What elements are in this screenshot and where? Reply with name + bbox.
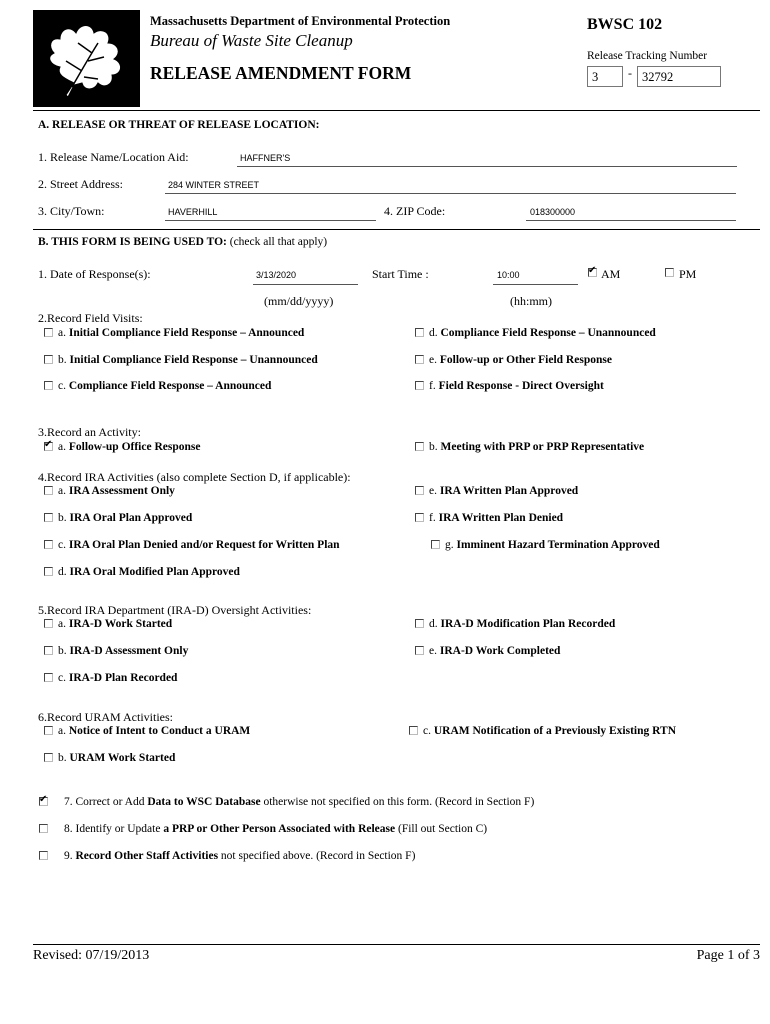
tracking-dash: -: [628, 66, 632, 80]
g5-a-checkbox[interactable]: [44, 619, 53, 628]
g5-b-label: b. IRA-D Assessment Only: [58, 645, 189, 657]
group5-title: 5.Record IRA Department (IRA-D) Oversight Activities:: [38, 603, 312, 617]
g2-a-label: a. Initial Compliance Field Response – Announced: [58, 327, 305, 339]
item8-checkbox[interactable]: [39, 824, 48, 833]
city-label: 3. City/Town:: [38, 204, 105, 218]
g4-b-checkbox[interactable]: [44, 513, 53, 522]
item9-checkbox[interactable]: [39, 851, 48, 860]
section-b-heading: [38, 236, 327, 248]
section-a-title: A. RELEASE OR THREAT OF RELEASE LOCATION:: [38, 119, 320, 131]
g2-f-label: f. Field Response - Direct Oversight: [429, 380, 604, 392]
group3-title: 3.Record an Activity:: [38, 425, 141, 439]
g2-b-checkbox[interactable]: [44, 355, 53, 364]
header-divider: [33, 110, 760, 111]
section-b-note: (check all that apply): [229, 236, 328, 248]
g2-c-label: c. Compliance Field Response – Announced: [58, 380, 272, 392]
street-underline: [165, 193, 736, 194]
section-b-title: B. THIS FORM IS BEING USED TO:: [38, 236, 227, 248]
g3-a-label: a. Follow-up Office Response: [58, 441, 201, 453]
g2-c-checkbox[interactable]: [44, 381, 53, 390]
group4-title: 4.Record IRA Activities (also complete Section D, if applicable):: [38, 470, 351, 484]
g6-b-checkbox[interactable]: [44, 753, 53, 762]
g6-b-label: b. URAM Work Started: [58, 752, 176, 764]
g4-d-label: d. IRA Oral Modified Plan Approved: [58, 566, 240, 578]
date-label: 1. Date of Response(s):: [38, 267, 151, 281]
g5-d-checkbox[interactable]: [415, 619, 424, 628]
g2-b-label: b. Initial Compliance Field Response – Unannounced: [58, 354, 318, 366]
tracking-label: Release Tracking Number: [587, 50, 708, 62]
g4-f-label: f. IRA Written Plan Denied: [429, 512, 564, 524]
group6-title: 6.Record URAM Activities:: [38, 710, 173, 724]
item8-label: 8. Identify or Update a PRP or Other Person Associated with Release (Fill out Section C): [64, 823, 488, 835]
am-label: AM: [601, 267, 621, 281]
g5-d-label: d. IRA-D Modification Plan Recorded: [429, 618, 616, 630]
tracking-prefix-field[interactable]: 3: [587, 66, 623, 87]
g2-d-label: d. Compliance Field Response – Unannounced: [429, 327, 656, 339]
form-code: BWSC 102: [587, 16, 663, 33]
street-field[interactable]: 284 WINTER STREET: [168, 180, 260, 190]
g2-e-checkbox[interactable]: [415, 355, 424, 364]
time-format-hint: (hh:mm): [510, 294, 552, 308]
g3-b-label: b. Meeting with PRP or PRP Representative: [429, 441, 645, 453]
g5-b-checkbox[interactable]: [44, 646, 53, 655]
item9-label: 9. Record Other Staff Activities not specified above. (Record in Section F): [64, 850, 416, 862]
page-number: Page 1 of 3: [696, 948, 760, 963]
g6-c-checkbox[interactable]: [409, 726, 418, 735]
g4-e-checkbox[interactable]: [415, 486, 424, 495]
g2-f-checkbox[interactable]: [415, 381, 424, 390]
city-underline: [165, 220, 376, 221]
start-time-underline: [493, 284, 578, 285]
start-time-label: Start Time :: [372, 267, 429, 281]
g4-g-label: g. Imminent Hazard Termination Approved: [445, 539, 660, 551]
item7-checkbox[interactable]: [39, 797, 48, 806]
g4-e-label: e. IRA Written Plan Approved: [429, 485, 579, 497]
g4-a-checkbox[interactable]: [44, 486, 53, 495]
item7-label: 7. Correct or Add Data to WSC Database otherwise not specified on this form. (Record in Section F): [64, 796, 535, 808]
g2-e-label: e. Follow-up or Other Field Response: [429, 354, 612, 366]
g4-c-checkbox[interactable]: [44, 540, 53, 549]
release-name-field[interactable]: HAFFNER'S: [240, 153, 291, 163]
g4-f-checkbox[interactable]: [415, 513, 424, 522]
zip-underline: [526, 220, 736, 221]
revised-date: Revised: 07/19/2013: [33, 948, 150, 963]
section-a-divider: [33, 229, 760, 230]
tracking-number-field[interactable]: 32792: [637, 66, 721, 87]
am-checkbox[interactable]: [588, 268, 597, 277]
g6-a-label: a. Notice of Intent to Conduct a URAM: [58, 725, 251, 737]
street-label: 2. Street Address:: [38, 177, 123, 191]
release-name-underline: [237, 166, 737, 167]
zip-label: 4. ZIP Code:: [384, 204, 446, 218]
g6-a-checkbox[interactable]: [44, 726, 53, 735]
city-field[interactable]: HAVERHILL: [168, 207, 218, 217]
g5-a-label: a. IRA-D Work Started: [58, 618, 173, 630]
g4-d-checkbox[interactable]: [44, 567, 53, 576]
g5-e-checkbox[interactable]: [415, 646, 424, 655]
g3-b-checkbox[interactable]: [415, 442, 424, 451]
start-time-field[interactable]: 10:00: [497, 270, 520, 280]
bureau-name: Bureau of Waste Site Cleanup: [150, 31, 353, 50]
g2-a-checkbox[interactable]: [44, 328, 53, 337]
g4-a-label: a. IRA Assessment Only: [58, 485, 175, 497]
g2-d-checkbox[interactable]: [415, 328, 424, 337]
pm-checkbox[interactable]: [665, 268, 674, 277]
oak-leaf-icon: [36, 13, 137, 104]
date-underline: [253, 284, 358, 285]
g5-c-label: c. IRA-D Plan Recorded: [58, 672, 178, 684]
department-name: Massachusetts Department of Environmental Protection: [150, 14, 451, 28]
release-name-label: 1. Release Name/Location Aid:: [38, 150, 189, 164]
g3-a-checkbox[interactable]: [44, 442, 53, 451]
group2-title: 2.Record Field Visits:: [38, 311, 143, 325]
form-title: RELEASE AMENDMENT FORM: [150, 63, 412, 83]
massdep-oak-leaf-logo: [33, 10, 140, 107]
g5-c-checkbox[interactable]: [44, 673, 53, 682]
g4-c-label: c. IRA Oral Plan Denied and/or Request for Written Plan: [58, 539, 340, 551]
date-format-hint: (mm/dd/yyyy): [264, 294, 334, 308]
footer-divider: [33, 944, 760, 945]
g5-e-label: e. IRA-D Work Completed: [429, 645, 561, 657]
g4-g-checkbox[interactable]: [431, 540, 440, 549]
zip-field[interactable]: 018300000: [530, 207, 576, 217]
date-field[interactable]: 3/13/2020: [256, 270, 297, 280]
g6-c-label: c. URAM Notification of a Previously Existing RTN: [423, 725, 677, 737]
pm-label: PM: [679, 267, 697, 281]
g4-b-label: b. IRA Oral Plan Approved: [58, 512, 193, 524]
